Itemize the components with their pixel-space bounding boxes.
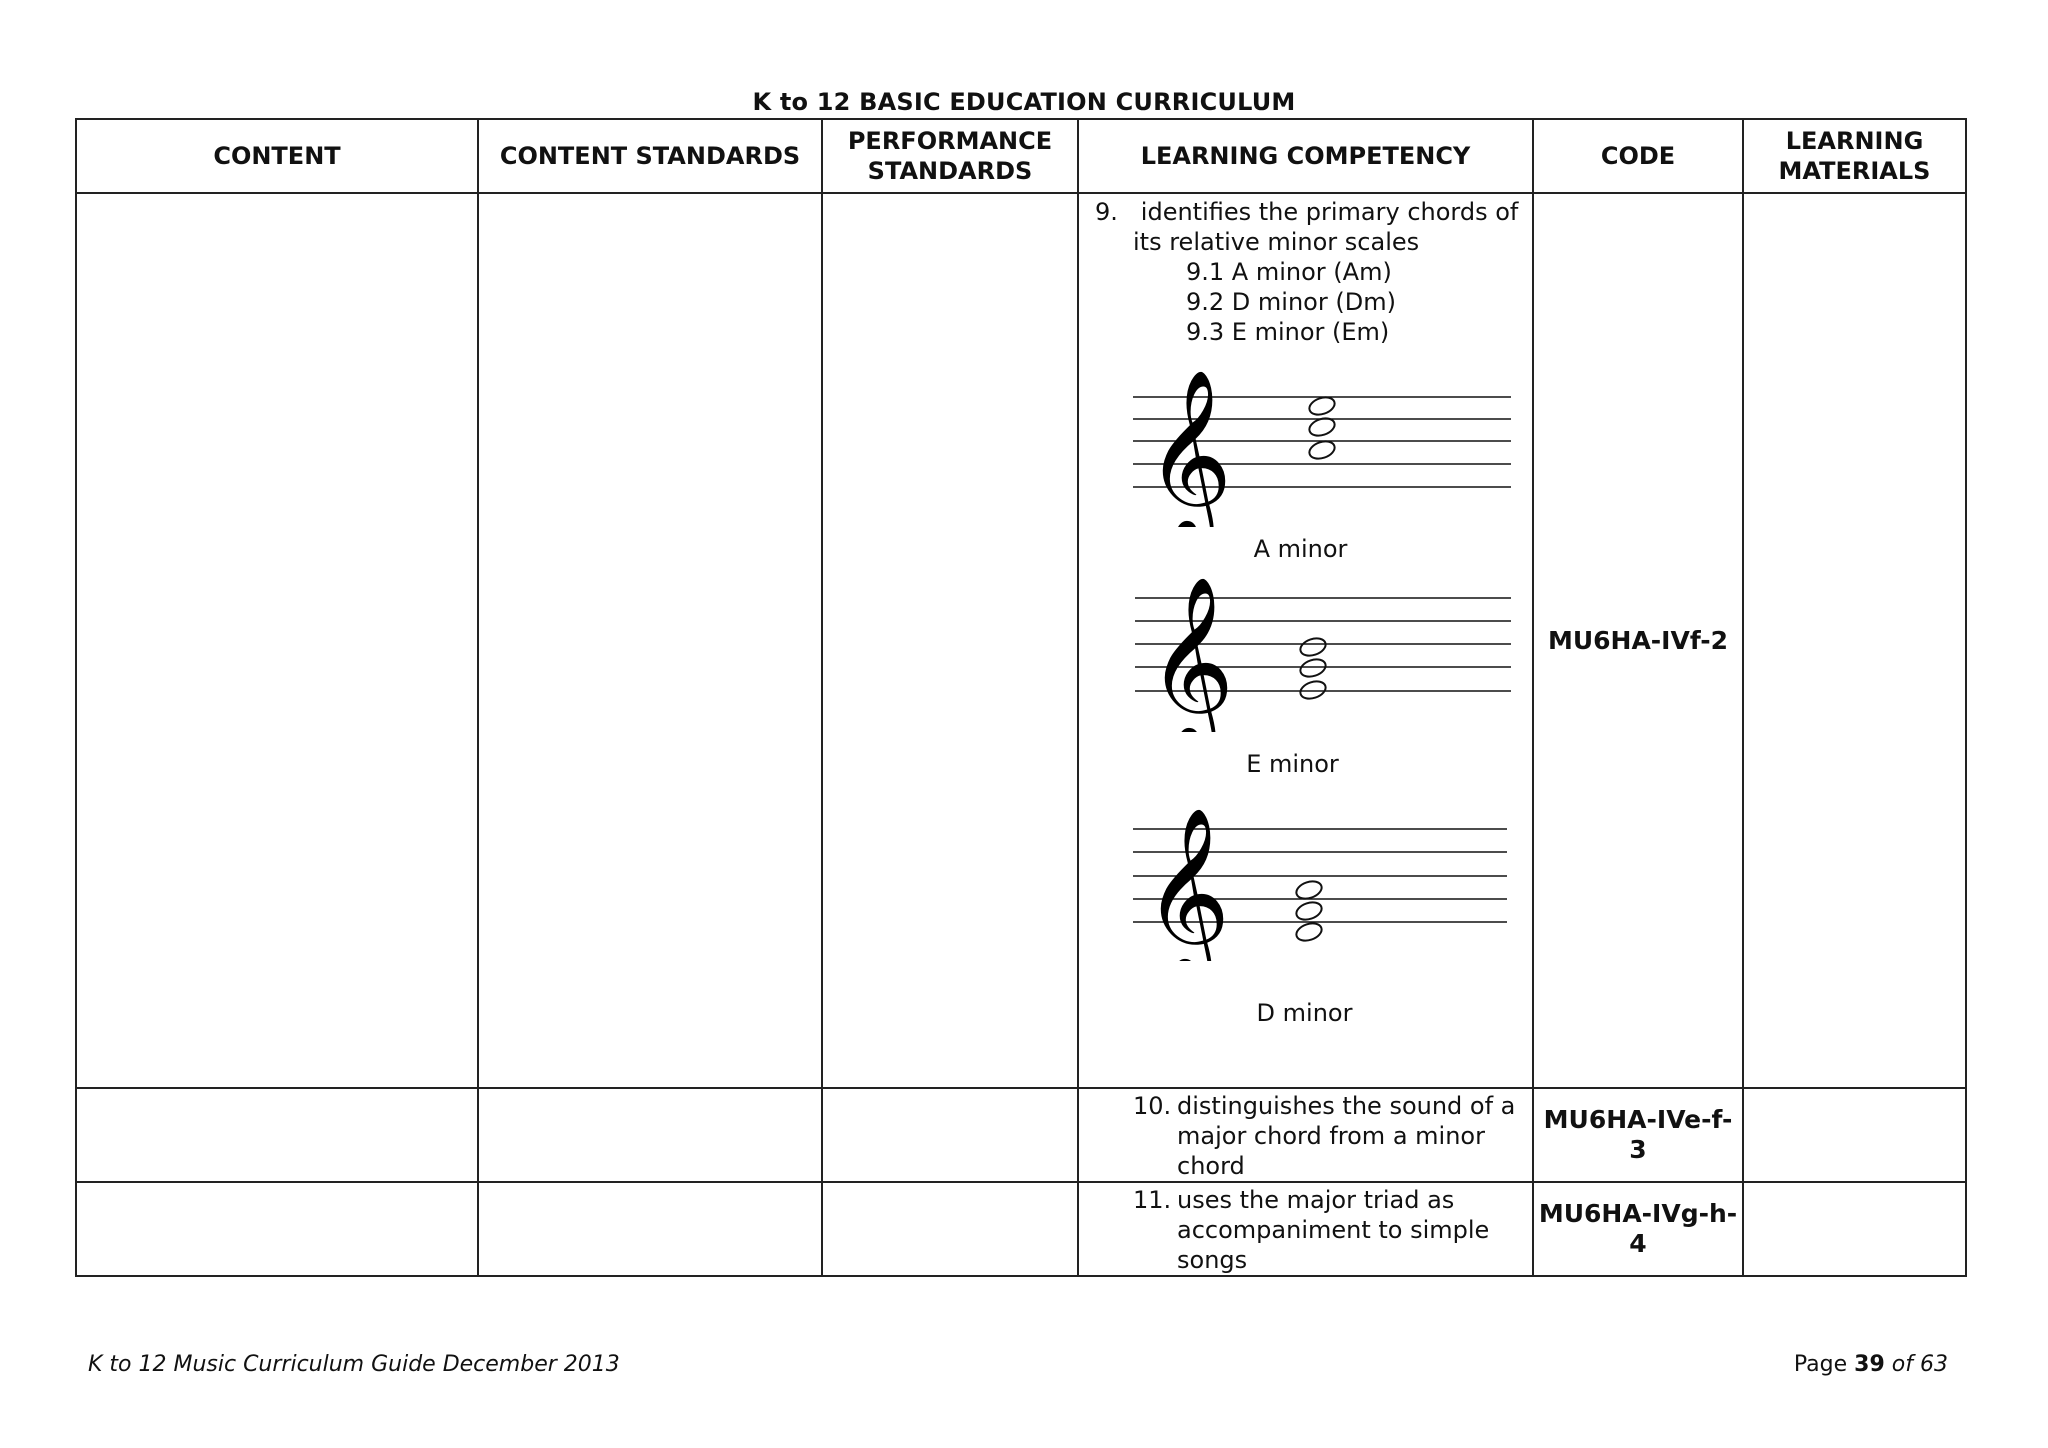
- curriculum-table: [75, 118, 1967, 1277]
- treble-clef-icon: 𝄞: [1145, 368, 1233, 527]
- code-cell: [1533, 1182, 1743, 1276]
- header-learning-materials: [1743, 119, 1966, 193]
- table-row: [76, 1088, 1966, 1182]
- code-cell: MU6HA-IVf-2: [1533, 193, 1743, 1088]
- learning-materials-cell: [1743, 193, 1966, 1088]
- competency-text-line: uses the major triad as: [1177, 1186, 1455, 1214]
- page-number: 39: [1854, 1352, 1885, 1377]
- competency-text-line: songs: [1177, 1246, 1248, 1274]
- header-content: CONTENT: [76, 119, 478, 193]
- staff-e-minor: [1133, 572, 1513, 739]
- competency-text-line1: identifies the primary chords of: [1140, 198, 1519, 226]
- competency-text-line: accompaniment to simple: [1177, 1216, 1490, 1244]
- learning-competency-cell: [1078, 1182, 1533, 1276]
- table-row: [76, 193, 1966, 1088]
- code-line1: MU6HA-IVe-f-: [1543, 1105, 1733, 1134]
- header-code: CODE: [1533, 119, 1743, 193]
- document-title: K to 12 BASIC EDUCATION CURRICULUM: [752, 88, 1296, 116]
- staff-d-minor: [1133, 801, 1513, 968]
- competency-text-line: chord: [1177, 1152, 1245, 1180]
- staff-label: E minor: [1246, 750, 1339, 778]
- competency-number: 11.: [1133, 1186, 1172, 1214]
- treble-clef-staff-icon: [1133, 367, 1513, 527]
- header-content-standards: CONTENT STANDARDS: [478, 119, 822, 193]
- header-performance-standards-line2: STANDARDS: [867, 157, 1033, 185]
- header-learning-competency: LEARNING COMPETENCY: [1078, 119, 1533, 193]
- table-row: [76, 1182, 1966, 1276]
- performance-standards-cell: [822, 1182, 1078, 1276]
- subitem: 9.2 D minor (Dm): [1186, 288, 1396, 316]
- competency-number: 9.: [1095, 198, 1118, 226]
- code-line2: 3: [1629, 1135, 1647, 1164]
- staff-label: D minor: [1256, 999, 1353, 1027]
- code-cell: [1533, 1088, 1743, 1182]
- performance-standards-cell: [822, 1088, 1078, 1182]
- learning-materials-cell: [1743, 1088, 1966, 1182]
- subitem: 9.3 E minor (Em): [1186, 318, 1390, 346]
- treble-clef-icon: 𝄞: [1143, 806, 1231, 961]
- content-standards-cell: [478, 193, 822, 1088]
- staff-a-minor: [1133, 367, 1513, 534]
- treble-clef-staff-icon: [1133, 801, 1513, 961]
- footer-guide-title: K to 12 Music Curriculum Guide December 2013: [88, 1352, 620, 1377]
- page-prefix: Page: [1793, 1352, 1848, 1377]
- competency-text-line: distinguishes the sound of a: [1177, 1092, 1516, 1120]
- content-standards-cell: [478, 1088, 822, 1182]
- header-performance-standards-line1: PERFORMANCE: [847, 127, 1053, 155]
- content-cell: [76, 1088, 478, 1182]
- competency-text-line2: its relative minor scales: [1133, 228, 1420, 256]
- header-performance-standards: [822, 119, 1078, 193]
- code-line2: 4: [1629, 1229, 1647, 1258]
- learning-competency-cell: [1078, 193, 1533, 1088]
- staff-label: A minor: [1253, 535, 1348, 563]
- content-cell: [76, 1182, 478, 1276]
- learning-competency-cell: [1078, 1088, 1533, 1182]
- performance-standards-cell: [822, 193, 1078, 1088]
- learning-materials-cell: [1743, 1182, 1966, 1276]
- header-learning-materials-line1: LEARNING: [1785, 127, 1924, 155]
- page-suffix: of 63: [1891, 1352, 1948, 1377]
- footer-page-number: [1794, 1352, 1948, 1377]
- content-cell: [76, 193, 478, 1088]
- header-learning-materials-line2: MATERIALS: [1778, 157, 1931, 185]
- subitem: 9.1 A minor (Am): [1186, 258, 1392, 286]
- code-line1: MU6HA-IVg-h-: [1538, 1199, 1738, 1228]
- treble-clef-staff-icon: [1133, 572, 1513, 732]
- content-standards-cell: [478, 1182, 822, 1276]
- competency-number: 10.: [1133, 1092, 1172, 1120]
- competency-text-line: major chord from a minor: [1177, 1122, 1485, 1150]
- treble-clef-icon: 𝄞: [1147, 575, 1235, 732]
- table-header-row: [76, 119, 1966, 193]
